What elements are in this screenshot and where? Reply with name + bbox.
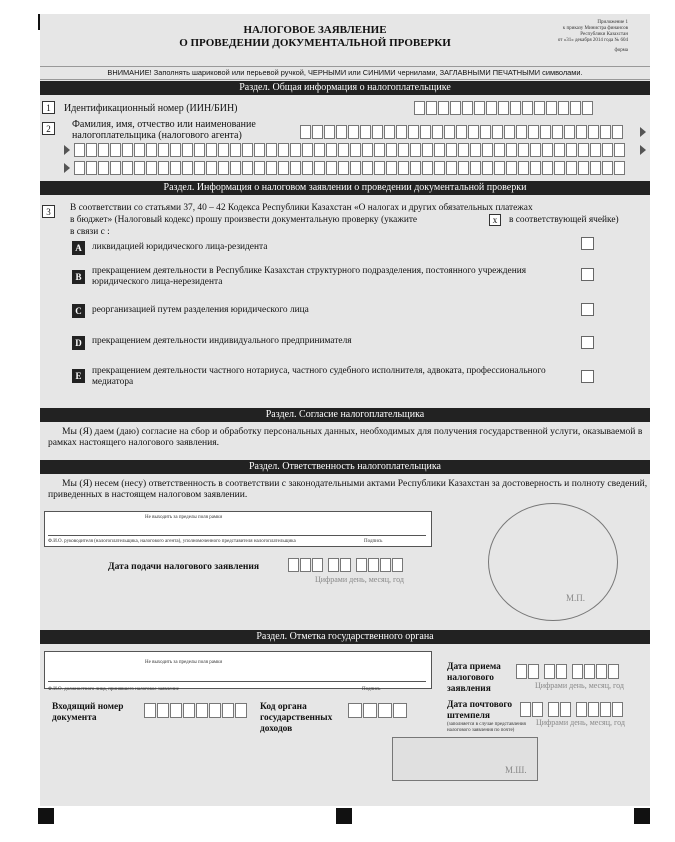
receipt-date-hint: Цифрами день, месяц, год	[535, 681, 624, 690]
option-letter-d: D	[72, 336, 85, 350]
taxpayer-stamp-area	[488, 503, 618, 621]
submission-date-hint: Цифрами день, месяц, год	[315, 575, 404, 584]
section-general-info-header: Раздел. Общая информация о налогоплательщике	[40, 81, 650, 95]
submission-date-label: Дата подачи налогового заявления	[108, 561, 260, 572]
form-title-line2: О ПРОВЕДЕНИИ ДОКУМЕНТАЛЬНОЙ ПРОВЕРКИ	[179, 37, 451, 49]
registration-mark-bottom-left	[38, 808, 54, 824]
responsibility-text: Мы (Я) несем (несу) ответственность в соответствии с законодательными актами Республики Казахстан за достоверность и полноту сведений, приведенных в настоящем налоговом заявлении.	[48, 478, 648, 500]
appendix-line4: от «31» декабря 2014 года № 604	[557, 38, 628, 43]
sample-mark-box: x	[489, 214, 501, 226]
official-signature-caption: Ф.И.О. должностного лица, принявшего налоговое заявление	[48, 687, 179, 692]
appendix-line5: форма	[614, 48, 628, 53]
option-letter-b: B	[72, 270, 85, 284]
incoming-number-label: Входящий номер документа	[52, 702, 124, 723]
section-responsibility-header: Раздел. Ответственность налогоплательщика	[40, 460, 650, 474]
iin-bin-label: Идентификационный номер (ИИН/БИН)	[64, 103, 238, 114]
audit-intro-line1: В соответствии со статьями 37, 40 – 42 Кодекса Республики Казахстан «О налогах и других обязательных платежах	[70, 203, 533, 213]
continue-arrow-icon	[64, 163, 70, 173]
continue-arrow-icon	[640, 127, 646, 137]
appendix-line2: к приказу Министра финансов	[562, 26, 628, 31]
postmark-date-note: (заполняется в случае представления налогового заявления по почте)	[447, 722, 526, 733]
form-title-line1: НАЛОГОВОЕ ЗАЯВЛЕНИЕ	[243, 24, 387, 36]
postmark-date-label: Дата почтового штемпеля	[447, 700, 513, 721]
continue-arrow-icon	[640, 145, 646, 155]
section-consent-header: Раздел. Согласие налогоплательщика	[40, 408, 650, 422]
option-b-checkbox[interactable]	[581, 268, 594, 281]
organ-code-label: Код органа государственных доходов	[260, 702, 333, 734]
form-title	[170, 24, 460, 50]
field-number-3: 3	[42, 205, 55, 218]
option-e-checkbox[interactable]	[581, 370, 594, 383]
taxpayer-signature-caption: Ф.И.О. руководителя (налогоплательщика, налогового агента), уполномоченного представителя налогоплательщика	[48, 539, 296, 544]
continue-arrow-icon	[64, 145, 70, 155]
option-letter-a: A	[72, 241, 85, 255]
option-a-checkbox[interactable]	[581, 237, 594, 250]
option-b-text: прекращением деятельности в Республике Казахстан структурного подразделения, постоянного учреждения юридического лица-нерезидента	[92, 266, 527, 287]
appendix-note	[528, 20, 628, 54]
audit-intro-line2a: в бюджет» (Налоговый кодекс) прошу произвести документальную проверку (укажите	[70, 215, 418, 225]
authority-stamp-label: М.Ш.	[505, 765, 527, 775]
field-number-2: 2	[42, 122, 55, 135]
taxpayer-name-input-row2[interactable]	[74, 143, 626, 157]
audit-intro-line3: в связи с :	[70, 227, 110, 237]
taxpayer-stamp-label: М.П.	[566, 593, 586, 603]
submission-date-input[interactable]	[288, 558, 404, 572]
incoming-number-input[interactable]	[144, 703, 248, 718]
receipt-date-input[interactable]	[516, 664, 620, 679]
option-c-text: реорганизацией путем разделения юридического лица	[92, 305, 309, 315]
field-number-1: 1	[42, 101, 55, 114]
consent-text: Мы (Я) даем (даю) согласие на сбор и обработку персональных данных, необходимых для получения государственной услуги, оказываемой в рамках настоящего налогового заявления.	[48, 426, 643, 448]
official-signature-label: Подпись	[362, 687, 381, 692]
audit-intro-line2b: в соответствующей ячейке)	[509, 215, 619, 225]
option-d-checkbox[interactable]	[581, 336, 594, 349]
organ-code-input[interactable]	[348, 703, 408, 718]
receipt-date-label: Дата приема налогового заявления	[447, 662, 501, 694]
option-letter-c: C	[72, 304, 85, 318]
taxpayer-signature-label: Подпись	[364, 539, 383, 544]
signature-line	[48, 681, 426, 682]
section-authority-header: Раздел. Отметка государственного органа	[40, 630, 650, 644]
postmark-date-input[interactable]	[520, 702, 624, 717]
signature-line	[48, 535, 426, 536]
postmark-date-hint: Цифрами день, месяц, год	[536, 718, 625, 727]
taxpayer-name-input-row3[interactable]	[74, 161, 626, 175]
option-letter-e: E	[72, 369, 85, 383]
section-audit-info-header: Раздел. Информация о налоговом заявлении о проведении документальной проверки	[40, 181, 650, 195]
taxpayer-signature-hint: Не выходить за пределы поля рамки	[145, 515, 223, 520]
taxpayer-name-input-row1[interactable]	[300, 125, 624, 139]
taxpayer-name-label: Фамилия, имя, отчество или наименование налогоплательщика (налогового агента)	[72, 119, 256, 141]
option-a-text: ликвидацией юридического лица-резидента	[92, 242, 268, 252]
notice-text: ВНИМАНИЕ! Заполнять шариковой или перьевой ручкой, ЧЕРНЫМИ или СИНИМИ чернилами, ЗАГЛАВНЫМИ ПЕЧАТНЫМИ символами.	[107, 68, 583, 77]
iin-bin-input[interactable]	[414, 101, 594, 115]
official-signature-field[interactable]	[44, 651, 432, 689]
appendix-line1: Приложение 1	[597, 20, 628, 25]
option-e-text: прекращением деятельности частного нотариуса, частного судебного исполнителя, адвоката, профессионального медиатора	[92, 366, 546, 387]
option-c-checkbox[interactable]	[581, 303, 594, 316]
option-d-text: прекращением деятельности индивидуального предпринимателя	[92, 336, 352, 346]
official-signature-hint: Не выходить за пределы поля рамки	[145, 660, 223, 665]
registration-mark-bottom-mid	[336, 808, 352, 824]
registration-mark-bottom-right	[634, 808, 650, 824]
appendix-line3: Республики Казахстан	[580, 32, 628, 37]
